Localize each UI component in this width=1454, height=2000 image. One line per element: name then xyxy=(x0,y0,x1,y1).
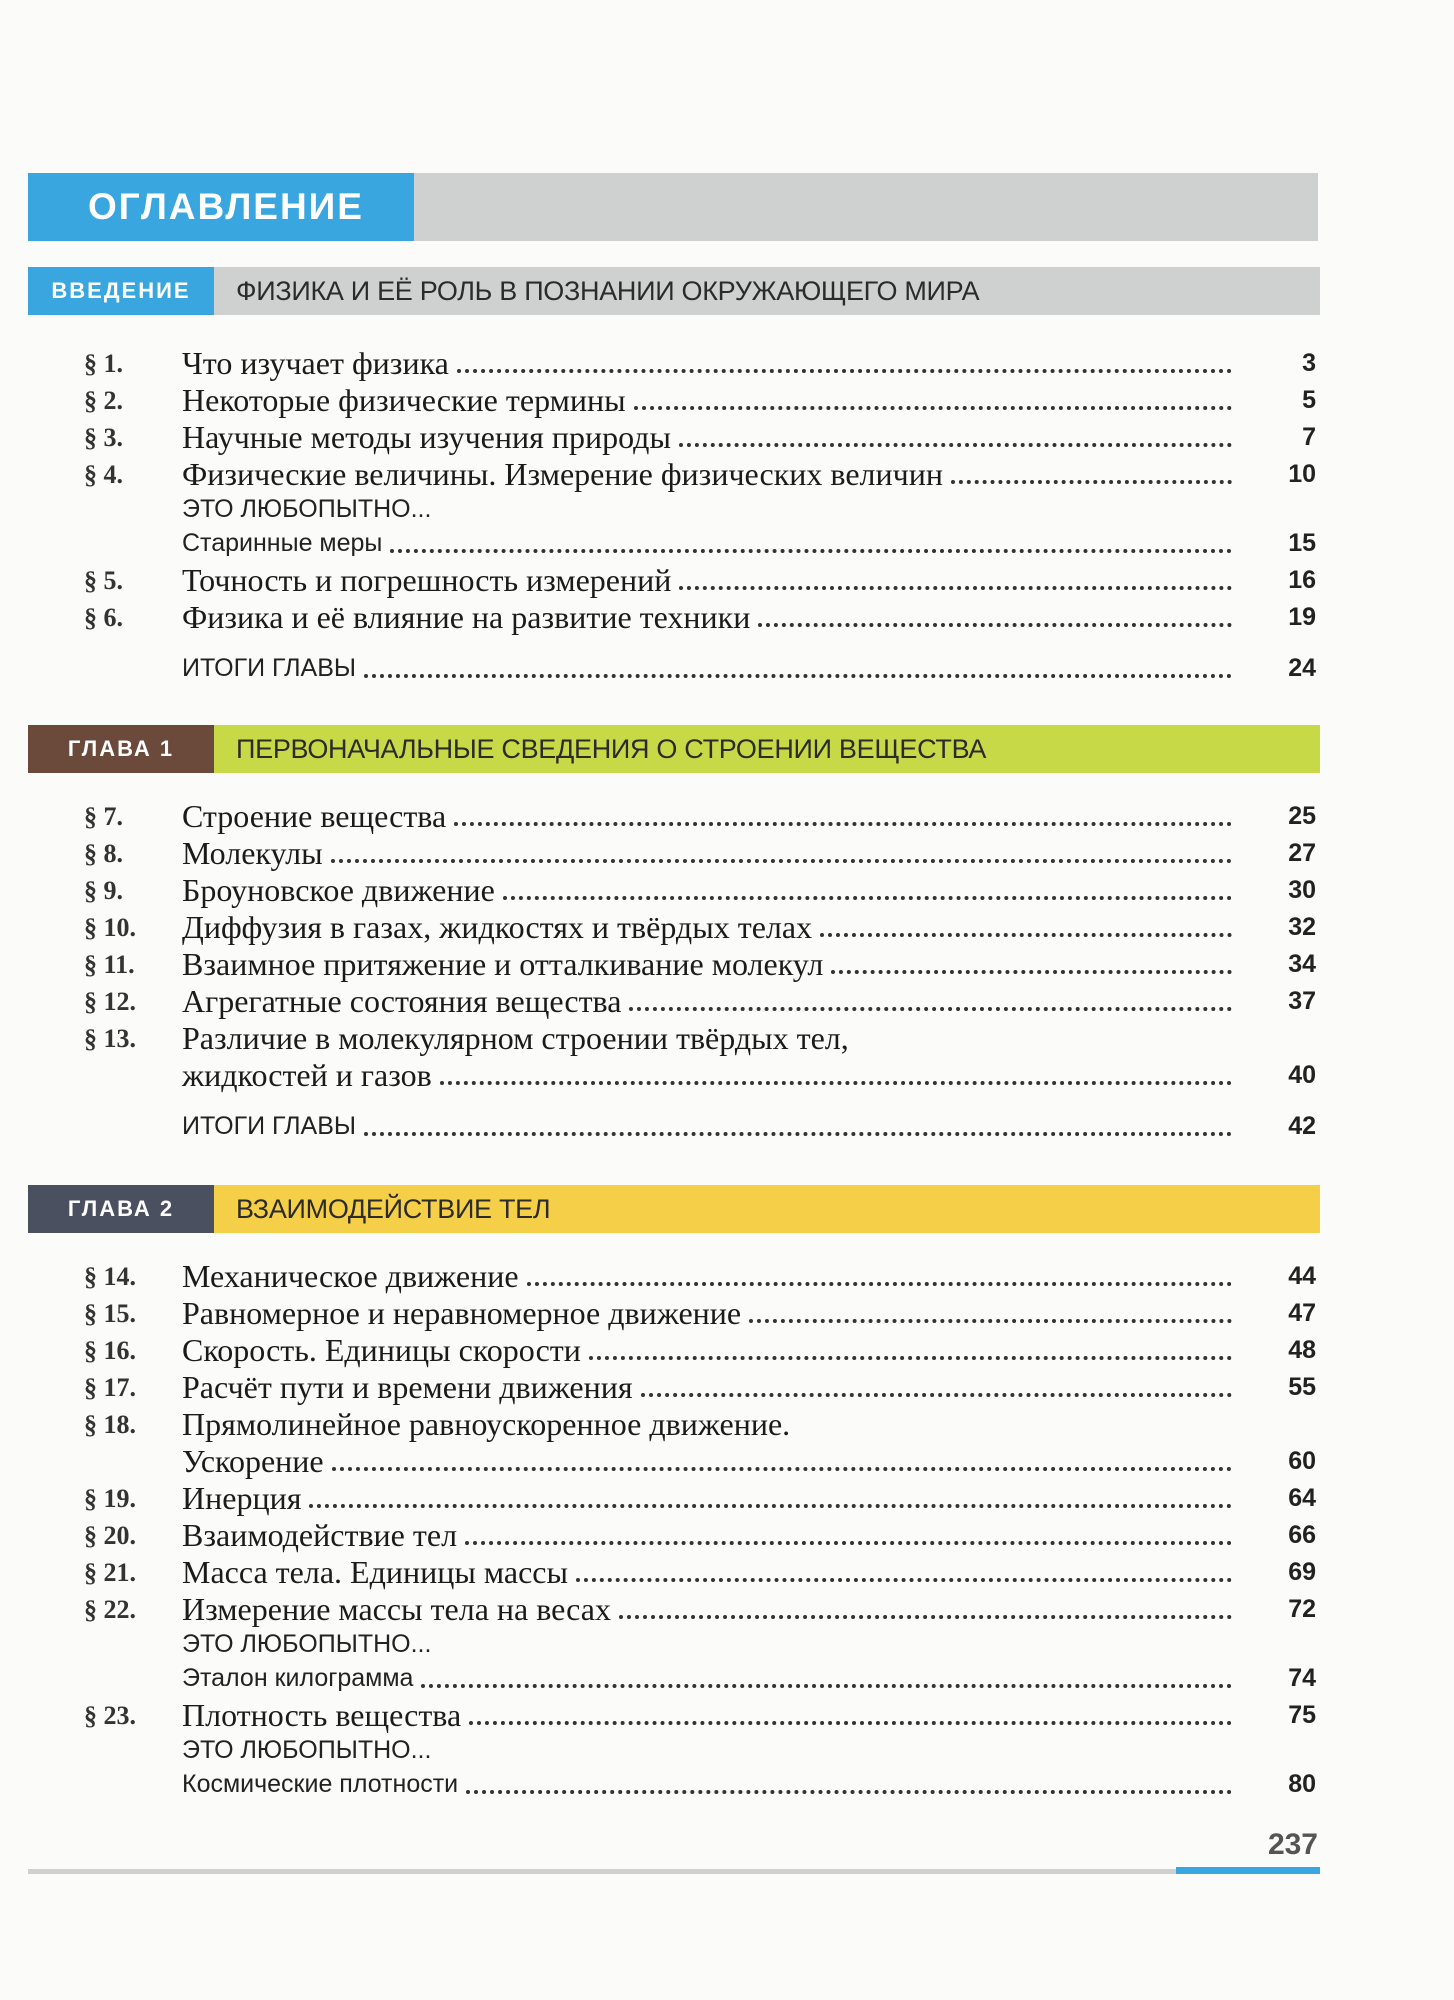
toc-entry[interactable] xyxy=(0,1057,1454,1094)
entry-title: ЭТО ЛЮБОПЫТНО... xyxy=(182,495,432,523)
entry-title: ЭТО ЛЮБОПЫТНО... xyxy=(182,1630,432,1658)
leader-dots xyxy=(440,1081,1232,1085)
section-number: § 4. xyxy=(84,460,123,489)
leader-dots xyxy=(309,1504,1232,1508)
page-ref: 16 xyxy=(1288,566,1316,594)
section-number: § 21. xyxy=(84,1558,136,1587)
entry-title: ЭТО ЛЮБОПЫТНО... xyxy=(182,1736,432,1764)
section-number: § 11. xyxy=(84,950,135,979)
toc-entry[interactable] xyxy=(0,1697,1454,1734)
chapter2-tag: ГЛАВА 2 xyxy=(28,1185,214,1233)
section-number: § 9. xyxy=(84,876,123,905)
toc-entry[interactable] xyxy=(0,872,1454,909)
section-number: § 10. xyxy=(84,913,136,942)
entry-title: Плотность вещества xyxy=(182,1697,462,1733)
page-title: ОГЛАВЛЕНИЕ xyxy=(28,173,414,241)
page-ref: 7 xyxy=(1302,423,1316,451)
intro-tag: ВВЕДЕНИЕ xyxy=(28,267,214,315)
page-ref: 37 xyxy=(1288,987,1316,1015)
toc-entry[interactable] xyxy=(0,1332,1454,1369)
leader-dots xyxy=(421,1684,1232,1688)
toc-entry[interactable] xyxy=(0,1517,1454,1554)
leader-dots xyxy=(589,1356,1232,1360)
entry-title: Прямолинейное равноускоренное движение. xyxy=(182,1406,791,1442)
page-ref: 32 xyxy=(1288,913,1316,941)
page-ref: 3 xyxy=(1302,349,1316,377)
toc-entry[interactable] xyxy=(0,1591,1454,1628)
leader-dots xyxy=(465,1541,1232,1545)
leader-dots xyxy=(758,623,1232,627)
entry-title: Различие в молекулярном строении твёрдых тел, xyxy=(182,1020,849,1056)
section-number: § 18. xyxy=(84,1410,136,1439)
chapter2-header xyxy=(28,1185,1320,1233)
page-ref: 5 xyxy=(1302,386,1316,414)
toc-entry[interactable] xyxy=(0,1660,1454,1697)
intro-header xyxy=(28,267,1320,315)
intro-name: ФИЗИКА И ЕЁ РОЛЬ В ПОЗНАНИИ ОКРУЖАЮЩЕГО МИРА xyxy=(214,267,1320,315)
entry-title: Взаимное притяжение и отталкивание молекул xyxy=(182,946,824,982)
leader-dots xyxy=(332,1467,1232,1471)
leader-dots xyxy=(679,586,1232,590)
page-ref: 55 xyxy=(1288,1373,1316,1401)
toc-entry[interactable] xyxy=(0,1295,1454,1332)
leader-dots xyxy=(679,443,1232,447)
chapter1-name: ПЕРВОНАЧАЛЬНЫЕ СВЕДЕНИЯ О СТРОЕНИИ ВЕЩЕСТВА xyxy=(214,725,1320,773)
entry-title: Агрегатные состояния вещества xyxy=(182,983,622,1019)
entry-title: Измерение массы тела на весах xyxy=(182,1591,611,1627)
toc-entry[interactable] xyxy=(0,1480,1454,1517)
leader-dots xyxy=(951,480,1232,484)
leader-dots xyxy=(629,1007,1232,1011)
leader-dots xyxy=(749,1319,1232,1323)
leader-dots xyxy=(364,1132,1232,1136)
entry-title: ИТОГИ ГЛАВЫ xyxy=(182,1112,357,1140)
section-number: § 6. xyxy=(84,603,123,632)
entry-title: жидкостей и газов xyxy=(182,1057,432,1093)
entry-title: Что изучает физика xyxy=(182,345,449,381)
leader-dots xyxy=(469,1721,1232,1725)
page-ref: 80 xyxy=(1288,1770,1316,1798)
leader-dots xyxy=(457,369,1232,373)
page-ref: 40 xyxy=(1288,1061,1316,1089)
entry-title: Расчёт пути и времени движения xyxy=(182,1369,633,1405)
leader-dots xyxy=(634,406,1232,410)
toc-entry[interactable] xyxy=(0,419,1454,456)
leader-dots xyxy=(390,549,1232,553)
page-ref: 60 xyxy=(1288,1447,1316,1475)
page-ref: 44 xyxy=(1288,1262,1316,1290)
toc-entry[interactable] xyxy=(0,1258,1454,1295)
toc-entry[interactable] xyxy=(0,345,1454,382)
chapter1-tag: ГЛАВА 1 xyxy=(28,725,214,773)
section-number: § 14. xyxy=(84,1262,136,1291)
section-number: § 16. xyxy=(84,1336,136,1365)
leader-dots xyxy=(503,896,1232,900)
section-number: § 3. xyxy=(84,423,123,452)
toc-entry[interactable] xyxy=(0,1554,1454,1591)
entry-title: Равномерное и неравномерное движение xyxy=(182,1295,742,1331)
entry-title: Масса тела. Единицы массы xyxy=(182,1554,568,1590)
section-number: § 13. xyxy=(84,1024,136,1053)
page-ref: 15 xyxy=(1288,529,1316,557)
section-number: § 2. xyxy=(84,386,123,415)
entry-title: Скорость. Единицы скорости xyxy=(182,1332,581,1368)
page-ref: 34 xyxy=(1288,950,1316,978)
toc-entry[interactable] xyxy=(0,946,1454,983)
page-ref: 66 xyxy=(1288,1521,1316,1549)
leader-dots xyxy=(466,1790,1232,1794)
page-ref: 24 xyxy=(1288,654,1316,682)
page-ref: 10 xyxy=(1288,460,1316,488)
toc-entry[interactable] xyxy=(0,525,1454,562)
section-number: § 7. xyxy=(84,802,123,831)
toc-entry[interactable] xyxy=(0,835,1454,872)
leader-dots xyxy=(831,970,1232,974)
leader-dots xyxy=(454,822,1232,826)
section-number: § 15. xyxy=(84,1299,136,1328)
entry-title: ИТОГИ ГЛАВЫ xyxy=(182,654,357,682)
entry-title: Эталон килограмма xyxy=(182,1664,414,1692)
toc-entry[interactable] xyxy=(0,1734,1454,1766)
section-number: § 17. xyxy=(84,1373,136,1402)
entry-title: Инерция xyxy=(182,1480,302,1516)
page-ref: 27 xyxy=(1288,839,1316,867)
page-ref: 64 xyxy=(1288,1484,1316,1512)
leader-dots xyxy=(364,674,1232,678)
section-number: § 5. xyxy=(84,566,123,595)
chapter1-entries xyxy=(0,798,1454,1145)
toc-entry[interactable] xyxy=(0,650,1454,687)
section-number: § 12. xyxy=(84,987,136,1016)
toc-entry[interactable] xyxy=(0,1020,1454,1057)
page-number: 237 xyxy=(1267,1828,1318,1861)
leader-dots xyxy=(331,859,1232,863)
footer-rule xyxy=(28,1869,1176,1874)
entry-title: Физические величины. Измерение физических величин xyxy=(182,456,943,492)
page-ref: 72 xyxy=(1288,1595,1316,1623)
section-number: § 23. xyxy=(84,1701,136,1730)
page-ref: 48 xyxy=(1288,1336,1316,1364)
page-ref: 30 xyxy=(1288,876,1316,904)
toc-entry[interactable] xyxy=(0,1369,1454,1406)
entry-title: Ускорение xyxy=(182,1443,324,1479)
page-ref: 69 xyxy=(1288,1558,1316,1586)
toc-entry[interactable] xyxy=(0,1766,1454,1803)
entry-title: Молекулы xyxy=(182,835,323,871)
leader-dots xyxy=(527,1282,1232,1286)
toc-entry[interactable] xyxy=(0,983,1454,1020)
leader-dots xyxy=(619,1615,1232,1619)
toc-entry[interactable] xyxy=(0,493,1454,525)
page-ref: 42 xyxy=(1288,1112,1316,1140)
entry-title: Строение вещества xyxy=(182,798,447,834)
chapter2-entries xyxy=(0,1258,1454,1803)
page-ref: 75 xyxy=(1288,1701,1316,1729)
toc-entry[interactable] xyxy=(0,382,1454,419)
entry-title: Диффузия в газах, жидкостях и твёрдых телах xyxy=(182,909,813,945)
section-number: § 1. xyxy=(84,349,123,378)
page-ref: 25 xyxy=(1288,802,1316,830)
toc-entry[interactable] xyxy=(0,456,1454,493)
entry-title: Старинные меры xyxy=(182,529,383,557)
toc-entry[interactable] xyxy=(0,1628,1454,1660)
entry-title: Взаимодействие тел xyxy=(182,1517,458,1553)
section-number: § 20. xyxy=(84,1521,136,1550)
chapter2-name: ВЗАИМОДЕЙСТВИЕ ТЕЛ xyxy=(214,1185,1320,1233)
toc-entry[interactable] xyxy=(0,1443,1454,1480)
leader-dots xyxy=(576,1578,1232,1582)
entry-title: Космические плотности xyxy=(182,1770,459,1798)
footer-accent xyxy=(1176,1867,1320,1874)
toc-entry[interactable] xyxy=(0,562,1454,599)
section-number: § 19. xyxy=(84,1484,136,1513)
entry-title: Механическое движение xyxy=(182,1258,519,1294)
entry-title: Физика и её влияние на развитие техники xyxy=(182,599,751,635)
entry-title: Научные методы изучения природы xyxy=(182,419,671,455)
intro-entries xyxy=(0,345,1454,687)
entry-title: Точность и погрешность измерений xyxy=(182,562,672,598)
toc-entry[interactable] xyxy=(0,798,1454,835)
leader-dots xyxy=(641,1393,1232,1397)
toc-entry[interactable] xyxy=(0,909,1454,946)
toc-entry[interactable] xyxy=(0,599,1454,636)
entry-title: Некоторые физические термины xyxy=(182,382,626,418)
toc-entry[interactable] xyxy=(0,1108,1454,1145)
page-ref: 19 xyxy=(1288,603,1316,631)
chapter1-header xyxy=(28,725,1320,773)
page-ref: 47 xyxy=(1288,1299,1316,1327)
entry-title: Броуновское движение xyxy=(182,872,495,908)
page-ref: 74 xyxy=(1288,1664,1316,1692)
section-number: § 8. xyxy=(84,839,123,868)
section-number: § 22. xyxy=(84,1595,136,1624)
toc-entry[interactable] xyxy=(0,1406,1454,1443)
leader-dots xyxy=(820,933,1232,937)
